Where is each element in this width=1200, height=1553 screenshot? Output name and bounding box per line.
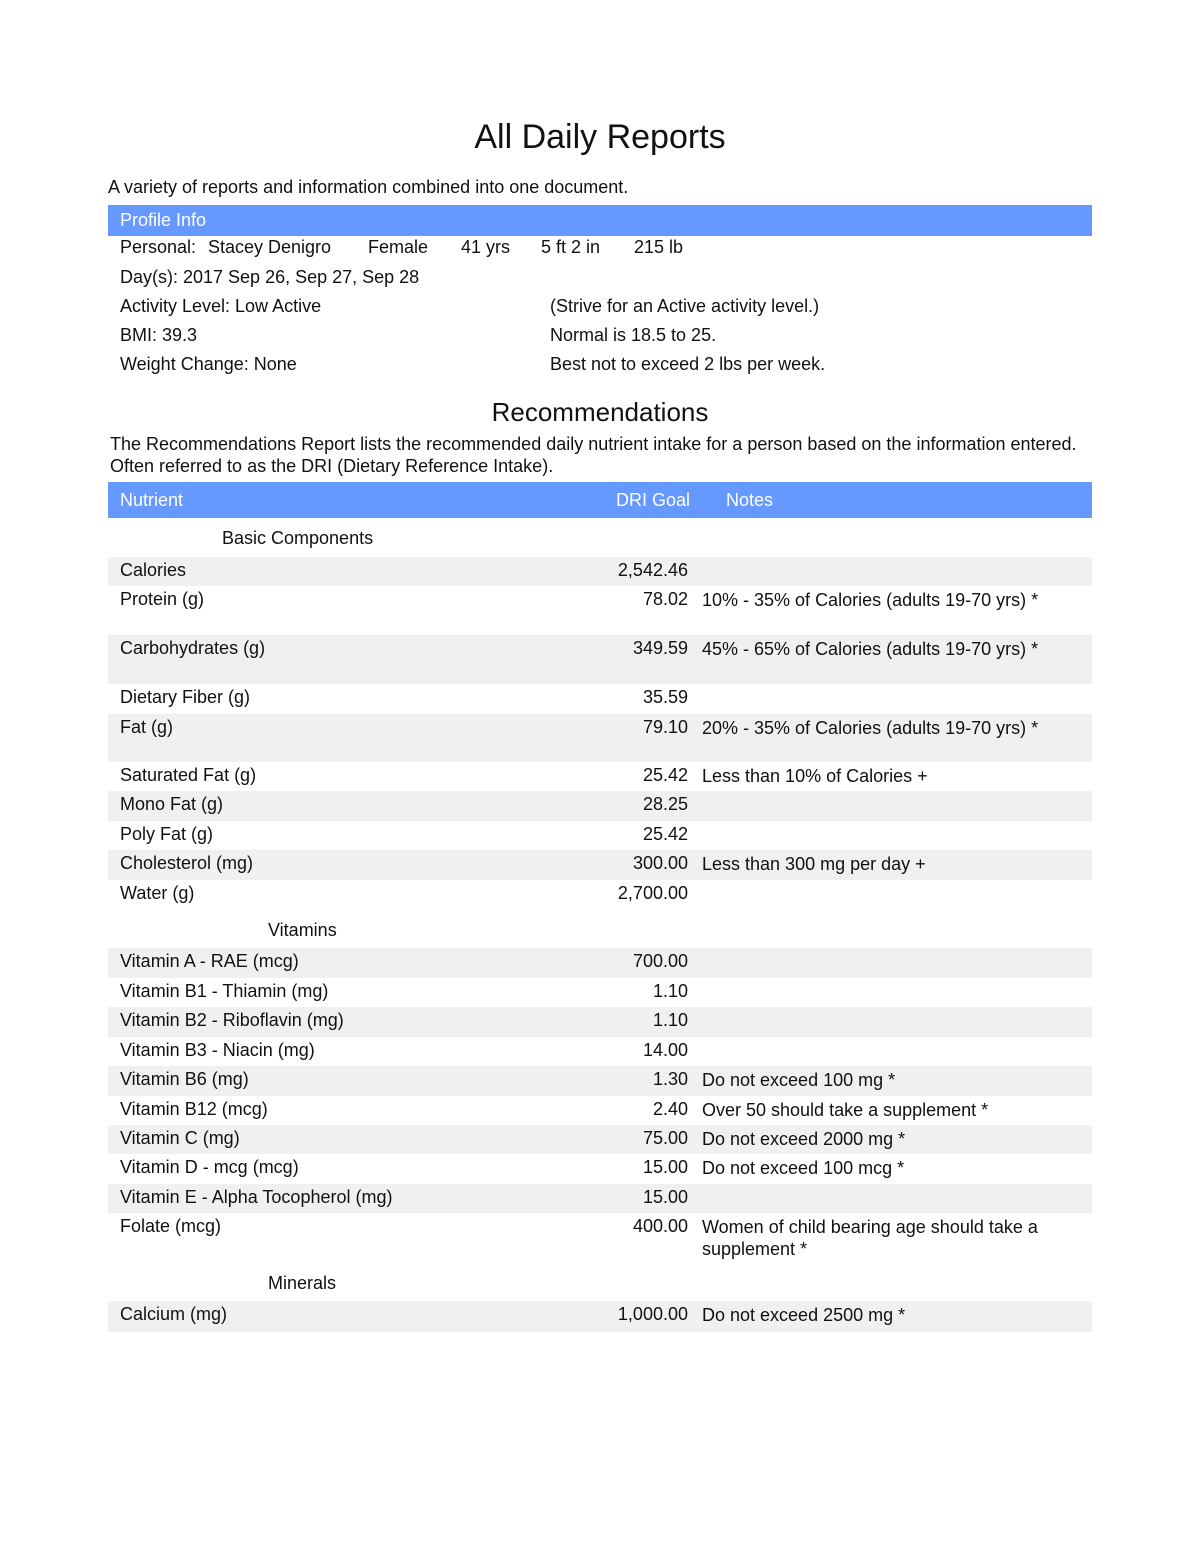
table-row — [108, 714, 1092, 762]
recommendations-title: Recommendations — [491, 397, 709, 427]
profile-activity-note: (Strive for an Active activity level.) — [550, 296, 820, 316]
nutrient-note: 10% - 35% of Calories (adults 19-70 yrs) * — [702, 590, 1039, 610]
nutrient-note: Less than 300 mg per day + — [702, 854, 926, 874]
table-row — [108, 684, 1092, 714]
personal-label: Personal: — [120, 237, 197, 257]
profile-bmi: BMI: 39.3 — [120, 325, 198, 345]
column-notes: Notes — [726, 490, 774, 510]
dri-goal: 14.00 — [642, 1040, 688, 1060]
nutrient-name: Mono Fat (g) — [120, 794, 224, 814]
dri-goal: 300.00 — [632, 853, 688, 873]
nutrient-name: Protein (g) — [120, 589, 205, 609]
section-vitamins: Vitamins — [268, 920, 337, 940]
nutrient-name: Calcium (mg) — [120, 1304, 228, 1324]
dri-goal: 2,700.00 — [617, 883, 688, 903]
profile-weight: 215 lb — [634, 237, 684, 257]
page-title: All Daily Reports — [474, 118, 726, 156]
dri-goal: 15.00 — [642, 1187, 688, 1207]
nutrient-name: Dietary Fiber (g) — [120, 687, 251, 707]
dri-goal: 1.30 — [652, 1069, 688, 1089]
dri-goal: 25.42 — [642, 824, 688, 844]
table-row — [108, 1154, 1092, 1184]
nutrient-name: Saturated Fat (g) — [120, 765, 257, 785]
profile-name: Stacey Denigro — [208, 237, 332, 257]
nutrient-name: Carbohydrates (g) — [120, 638, 266, 658]
table-header — [108, 482, 1092, 518]
profile-bmi-note: Normal is 18.5 to 25. — [550, 325, 717, 345]
dri-goal: 349.59 — [632, 638, 688, 658]
dri-goal: 28.25 — [642, 794, 688, 814]
nutrient-note: Less than 10% of Calories + — [702, 766, 928, 786]
dri-goal: 15.00 — [642, 1157, 688, 1177]
dri-goal: 1.10 — [652, 981, 688, 1001]
table-row — [108, 948, 1092, 978]
table-row — [108, 978, 1092, 1007]
column-dri-goal: DRI Goal — [616, 490, 691, 510]
profile-weight-change-note: Best not to exceed 2 lbs per week. — [550, 354, 826, 374]
nutrient-note: Over 50 should take a supplement * — [702, 1100, 989, 1120]
nutrient-name: Vitamin B6 (mg) — [120, 1069, 249, 1089]
nutrient-note: Do not exceed 100 mcg * — [702, 1158, 905, 1178]
table-row — [108, 557, 1092, 586]
dri-goal: 1,000.00 — [617, 1304, 688, 1324]
dri-goal: 400.00 — [632, 1216, 688, 1236]
nutrient-name: Water (g) — [120, 883, 195, 903]
section-minerals: Minerals — [268, 1273, 337, 1293]
nutrient-name: Calories — [120, 560, 187, 580]
profile-activity: Activity Level: Low Active — [120, 296, 322, 316]
nutrient-name: Poly Fat (g) — [120, 824, 214, 844]
table-row — [108, 850, 1092, 880]
table-row — [108, 1007, 1092, 1037]
nutrient-name: Fat (g) — [120, 717, 174, 737]
table-row — [108, 1184, 1092, 1213]
table-row — [108, 791, 1092, 821]
dri-goal: 35.59 — [642, 687, 688, 707]
profile-header — [108, 205, 1092, 236]
dri-goal: 700.00 — [632, 951, 688, 971]
nutrient-name: Vitamin C (mg) — [120, 1128, 240, 1148]
nutrient-note: 20% - 35% of Calories (adults 19-70 yrs) * — [702, 718, 1039, 738]
profile-sex: Female — [368, 237, 429, 257]
recommendations-description: The Recommendations Report lists the recommended daily nutrient intake for a person based on the information entered. Often referred to as the DRI (Dietary Reference Intake). — [110, 434, 1077, 476]
profile-weight-change: Weight Change: None — [120, 354, 297, 374]
nutrient-name: Vitamin D - mcg (mcg) — [120, 1157, 299, 1177]
table-row — [108, 1037, 1092, 1066]
dri-goal: 2.40 — [652, 1099, 688, 1119]
nutrient-name: Vitamin E - Alpha Tocopherol (mg) — [120, 1187, 393, 1207]
table-row — [108, 1301, 1092, 1332]
nutrient-note: Do not exceed 100 mg * — [702, 1070, 896, 1090]
profile-days: Day(s): 2017 Sep 26, Sep 27, Sep 28 — [120, 267, 420, 287]
nutrient-name: Vitamin A - RAE (mcg) — [120, 951, 299, 971]
column-nutrient: Nutrient — [120, 490, 184, 510]
nutrient-name: Vitamin B3 - Niacin (mg) — [120, 1040, 315, 1060]
dri-goal: 79.10 — [642, 717, 688, 737]
nutrient-name: Cholesterol (mg) — [120, 853, 254, 873]
nutrient-name: Folate (mcg) — [120, 1216, 222, 1236]
table-row — [108, 1125, 1092, 1154]
nutrient-name: Vitamin B2 - Riboflavin (mg) — [120, 1010, 344, 1030]
dri-goal: 78.02 — [642, 589, 688, 609]
nutrient-note: Do not exceed 2000 mg * — [702, 1129, 906, 1149]
profile-header-label: Profile Info — [120, 210, 207, 230]
table-row — [108, 762, 1092, 791]
table-row — [108, 1096, 1092, 1125]
dri-goal: 1.10 — [652, 1010, 688, 1030]
section-basic-components: Basic Components — [222, 528, 374, 548]
nutrient-note: Women of child bearing age should take a supplement * — [702, 1217, 1038, 1259]
table-row — [108, 1213, 1092, 1263]
table-row — [108, 880, 1092, 909]
profile-age: 41 yrs — [461, 237, 511, 257]
table-row — [108, 635, 1092, 684]
dri-goal: 25.42 — [642, 765, 688, 785]
dri-goal: 75.00 — [642, 1128, 688, 1148]
table-row — [108, 1066, 1092, 1096]
nutrient-note: 45% - 65% of Calories (adults 19-70 yrs) * — [702, 639, 1039, 659]
intro-text: A variety of reports and information combined into one document. — [108, 177, 629, 197]
table-row — [108, 821, 1092, 850]
nutrient-note: Do not exceed 2500 mg * — [702, 1305, 906, 1325]
profile-height: 5 ft 2 in — [541, 237, 601, 257]
table-row — [108, 586, 1092, 635]
nutrient-name: Vitamin B12 (mcg) — [120, 1099, 268, 1119]
nutrient-name: Vitamin B1 - Thiamin (mg) — [120, 981, 329, 1001]
dri-goal: 2,542.46 — [617, 560, 688, 580]
